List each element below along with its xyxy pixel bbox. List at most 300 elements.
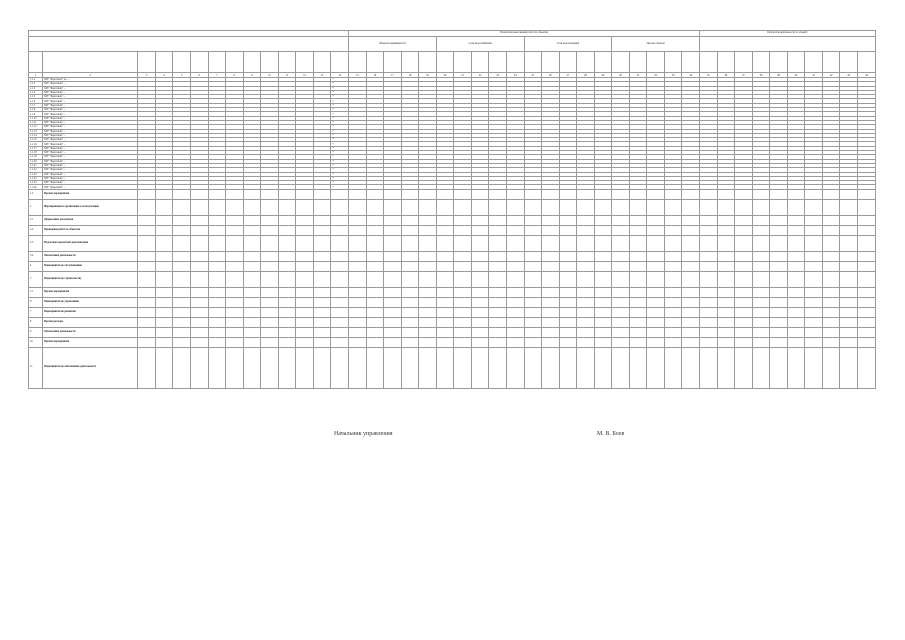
table-cell — [682, 337, 700, 347]
subheader-cell — [787, 52, 805, 73]
table-cell — [261, 271, 279, 287]
table-cell — [401, 199, 419, 215]
row-object-name: ЗОУ "Береговой" ... — [43, 133, 138, 137]
table-cell — [208, 287, 226, 297]
table-cell — [735, 271, 753, 287]
table-cell — [349, 347, 367, 388]
table-cell — [559, 271, 577, 287]
table-cell — [261, 225, 279, 235]
table-cell — [805, 337, 823, 347]
table-cell — [664, 189, 682, 199]
table-cell — [401, 251, 419, 261]
row-number: 1.1.6 — [29, 99, 43, 103]
table-cell — [243, 225, 261, 235]
table-cell — [805, 261, 823, 271]
table-cell — [138, 235, 156, 251]
table-cell — [208, 271, 226, 287]
table-cell: * — [331, 116, 349, 120]
table-cell — [384, 271, 402, 287]
table-cell — [857, 297, 875, 307]
table-cell — [822, 199, 840, 215]
table-cell — [471, 337, 489, 347]
table-cell — [647, 215, 665, 225]
table-cell — [261, 235, 279, 251]
table-cell — [401, 261, 419, 271]
table-cell — [436, 317, 454, 327]
table-cell — [173, 225, 191, 235]
subheader-cell — [717, 52, 735, 73]
row-number: 1.1.10 — [29, 116, 43, 120]
row-number: 1.1.12 — [29, 125, 43, 129]
row-object-name: ЗОУ "Береговой" ... — [43, 86, 138, 90]
table-cell — [331, 235, 349, 251]
row-object-name: ЗОУ "Береговой" ул. ... — [43, 78, 138, 82]
table-cell — [700, 327, 718, 337]
subheader-cell — [735, 52, 753, 73]
table-cell — [594, 297, 612, 307]
table-cell — [384, 317, 402, 327]
table-cell — [717, 189, 735, 199]
subheader-cell — [471, 52, 489, 73]
signature-block — [0, 431, 905, 441]
row-number: 1.1.23 — [29, 172, 43, 176]
subheader-cell — [384, 52, 402, 73]
task-row — [29, 271, 876, 287]
column-number: 33 — [664, 73, 682, 78]
table-cell — [822, 347, 840, 388]
table-cell — [629, 337, 647, 347]
subheader-cell — [226, 52, 244, 73]
table-cell — [243, 271, 261, 287]
table-cell — [770, 215, 788, 225]
table-cell — [559, 307, 577, 317]
table-cell — [857, 327, 875, 337]
table-cell — [471, 307, 489, 317]
row-number: 1.1.14 — [29, 133, 43, 137]
table-cell — [682, 225, 700, 235]
table-cell — [243, 327, 261, 337]
table-cell: * — [331, 185, 349, 189]
table-cell — [822, 327, 840, 337]
table-cell — [594, 225, 612, 235]
table-cell — [857, 225, 875, 235]
table-cell — [752, 347, 770, 388]
table-cell — [857, 261, 875, 271]
subheader-cell — [296, 52, 314, 73]
table-group-header-row — [29, 37, 876, 52]
row-number: 1.1.9 — [29, 112, 43, 116]
subheader-cell — [436, 52, 454, 73]
table-cell — [261, 307, 279, 317]
table-cell — [787, 297, 805, 307]
table-cell — [700, 307, 718, 317]
task-number: 10 — [29, 337, 43, 347]
table-cell — [752, 189, 770, 199]
task-name: Прочие мероприятия — [43, 337, 138, 347]
row-number: 1.1.7 — [29, 103, 43, 107]
table-cell — [278, 307, 296, 317]
subheader-cell — [805, 52, 823, 73]
table-cell — [296, 261, 314, 271]
table-cell — [559, 317, 577, 327]
row-object-name: ЗОУ "Береговой" ... — [43, 155, 138, 159]
table-cell — [629, 307, 647, 317]
table-cell — [155, 189, 173, 199]
table-cell — [278, 189, 296, 199]
table-cell — [735, 297, 753, 307]
table-cell — [717, 287, 735, 297]
table-cell — [542, 317, 560, 327]
table-cell — [647, 337, 665, 347]
table-cell — [822, 271, 840, 287]
table-cell — [770, 327, 788, 337]
task-row — [29, 215, 876, 225]
table-cell — [805, 251, 823, 261]
table-cell — [208, 235, 226, 251]
table-cell — [612, 235, 630, 251]
table-cell — [664, 215, 682, 225]
table-cell — [331, 215, 349, 225]
row-object-name: ЗОУ "Береговой" ... — [43, 125, 138, 129]
table-cell — [226, 307, 244, 317]
table-cell — [524, 317, 542, 327]
table-cell: * — [331, 163, 349, 167]
table-cell — [594, 261, 612, 271]
table-cell — [419, 271, 437, 287]
table-cell — [296, 297, 314, 307]
table-cell — [647, 199, 665, 215]
table-cell — [840, 337, 858, 347]
table-cell — [682, 199, 700, 215]
table-cell — [489, 261, 507, 271]
table-cell — [857, 287, 875, 297]
task-name: Обеспечение деятельности — [43, 327, 138, 337]
table-cell — [489, 307, 507, 317]
column-number: 12 — [296, 73, 314, 78]
table-cell — [243, 215, 261, 225]
table-cell — [190, 317, 208, 327]
table-cell — [489, 251, 507, 261]
task-name: Прочие мероприятия — [43, 189, 138, 199]
task-row — [29, 199, 876, 215]
table-cell — [559, 215, 577, 225]
table-cell — [735, 235, 753, 251]
subheader-cell — [173, 52, 191, 73]
table-cell — [559, 225, 577, 235]
table-cell — [436, 199, 454, 215]
table-cell — [577, 347, 595, 388]
table-cell — [226, 347, 244, 388]
table-cell — [401, 189, 419, 199]
table-cell — [822, 251, 840, 261]
table-cell — [822, 215, 840, 225]
table-cell — [419, 327, 437, 337]
table-cell — [664, 225, 682, 235]
table-cell — [770, 199, 788, 215]
task-name: Мероприятия по обеспечению деятельности — [43, 347, 138, 388]
table-cell — [682, 327, 700, 337]
table-cell — [629, 317, 647, 327]
table-cell — [682, 297, 700, 307]
table-cell — [296, 235, 314, 251]
row-number: 1.1.17 — [29, 146, 43, 150]
table-cell — [349, 287, 367, 297]
column-number: 27 — [559, 73, 577, 78]
table-cell — [190, 297, 208, 307]
column-number: 17 — [384, 73, 402, 78]
table-cell — [313, 225, 331, 235]
row-object-name: ЗОУ "Береговой" ... — [43, 138, 138, 142]
table-cell — [717, 251, 735, 261]
table-cell — [506, 347, 524, 388]
table-cell — [542, 199, 560, 215]
table-cell — [261, 199, 279, 215]
row-number: 1.1.13 — [29, 129, 43, 133]
signature-name: М. В. Боев — [597, 431, 625, 437]
table-cell — [752, 317, 770, 327]
table-cell: * — [331, 125, 349, 129]
table-cell: * — [331, 108, 349, 112]
top-header-right: Результаты деятельности по объекту — [700, 31, 876, 37]
table-cell — [138, 215, 156, 225]
table-cell — [559, 287, 577, 297]
table-cell — [542, 287, 560, 297]
table-cell — [787, 317, 805, 327]
table-cell — [524, 337, 542, 347]
table-cell — [226, 337, 244, 347]
group-header-1: Объекты недвижимости — [349, 37, 437, 52]
column-number: 42 — [822, 73, 840, 78]
table-cell: * — [331, 120, 349, 124]
table-cell — [805, 271, 823, 287]
table-cell: * — [331, 181, 349, 185]
table-cell — [805, 235, 823, 251]
table-cell — [542, 215, 560, 225]
table-cell — [717, 261, 735, 271]
column-number: 40 — [787, 73, 805, 78]
table-cell — [366, 337, 384, 347]
table-cell — [366, 287, 384, 297]
task-row — [29, 251, 876, 261]
table-cell — [296, 337, 314, 347]
task-number: 3.4 — [29, 251, 43, 261]
table-cell — [787, 337, 805, 347]
table-cell — [664, 347, 682, 388]
subheader-cell — [138, 52, 156, 73]
table-cell — [506, 251, 524, 261]
table-cell — [594, 307, 612, 317]
task-row — [29, 297, 876, 307]
table-cell — [735, 199, 753, 215]
table-cell — [349, 297, 367, 307]
table-cell — [629, 225, 647, 235]
table-cell: * — [331, 112, 349, 116]
table-cell — [805, 225, 823, 235]
table-cell — [155, 251, 173, 261]
table-cell — [770, 271, 788, 287]
table-cell — [208, 307, 226, 317]
row-object-name: ЗОУ "Береговой" ... — [43, 142, 138, 146]
table-cell — [700, 235, 718, 251]
row-number: 1.1.5 — [29, 95, 43, 99]
table-cell — [524, 307, 542, 317]
table-cell — [190, 347, 208, 388]
subheader-cell — [43, 52, 138, 73]
table-cell — [138, 337, 156, 347]
table-cell — [857, 317, 875, 327]
table-cell — [208, 251, 226, 261]
table-cell — [471, 327, 489, 337]
table-cell — [840, 287, 858, 297]
table-cell — [770, 337, 788, 347]
subheader-cell — [366, 52, 384, 73]
table-cell — [278, 215, 296, 225]
table-cell — [787, 225, 805, 235]
table-cell — [313, 327, 331, 337]
task-number: 2.1 — [29, 215, 43, 225]
row-number: 1.1.19 — [29, 155, 43, 159]
row-object-name: ЗОУ "Береговой" ... — [43, 120, 138, 124]
table-cell — [261, 337, 279, 347]
column-number: 1 — [29, 73, 43, 78]
table-cell — [577, 297, 595, 307]
table-cell — [629, 199, 647, 215]
table-cell — [384, 235, 402, 251]
table-cell — [629, 189, 647, 199]
column-number: 38 — [752, 73, 770, 78]
row-number: 1.1.22 — [29, 168, 43, 172]
table-cell — [840, 251, 858, 261]
table-cell — [173, 271, 191, 287]
table-cell — [190, 287, 208, 297]
table-cell — [822, 317, 840, 327]
table-cell — [331, 189, 349, 199]
table-cell: * — [331, 103, 349, 107]
table-cell — [419, 199, 437, 215]
table-cell — [401, 327, 419, 337]
table-cell — [454, 189, 472, 199]
table-cell — [612, 297, 630, 307]
table-cell — [401, 271, 419, 287]
table-cell — [454, 347, 472, 388]
table-cell — [664, 287, 682, 297]
task-number: 2 — [29, 199, 43, 215]
table-cell — [208, 261, 226, 271]
table-cell — [700, 225, 718, 235]
column-number: 11 — [278, 73, 296, 78]
table-cell: * — [331, 155, 349, 159]
column-number: 44 — [857, 73, 875, 78]
column-number: 2 — [43, 73, 138, 78]
table-cell — [226, 189, 244, 199]
table-cell — [419, 235, 437, 251]
table-cell — [419, 261, 437, 271]
table-cell — [770, 297, 788, 307]
table-cell — [471, 287, 489, 297]
table-cell — [436, 271, 454, 287]
table-cell — [155, 327, 173, 337]
table-cell — [822, 235, 840, 251]
table-cell — [419, 189, 437, 199]
table-cell — [296, 347, 314, 388]
table-cell — [331, 287, 349, 297]
table-cell — [155, 235, 173, 251]
subheader-cell — [752, 52, 770, 73]
table-cell — [577, 189, 595, 199]
table-cell — [647, 189, 665, 199]
table-cell: * — [331, 95, 349, 99]
table-cell — [647, 317, 665, 327]
table-cell — [313, 337, 331, 347]
table-cell — [471, 347, 489, 388]
table-cell — [805, 189, 823, 199]
table-cell — [173, 215, 191, 225]
table-cell — [366, 327, 384, 337]
column-number: 13 — [313, 73, 331, 78]
table-cell — [787, 235, 805, 251]
row-object-name: ЗОУ "Береговой" ... — [43, 129, 138, 133]
table-cell — [173, 327, 191, 337]
table-cell — [471, 251, 489, 261]
table-cell — [313, 189, 331, 199]
top-header: Показатели выполнения работ по объектам — [349, 31, 700, 37]
task-number: 2.3 — [29, 235, 43, 251]
table-cell — [559, 235, 577, 251]
column-number: 29 — [594, 73, 612, 78]
table-cell — [770, 287, 788, 297]
table-cell — [735, 317, 753, 327]
table-cell — [278, 225, 296, 235]
table-cell — [717, 235, 735, 251]
table-cell — [436, 297, 454, 307]
table-cell — [489, 189, 507, 199]
table-cell — [857, 215, 875, 225]
table-subheader-row — [29, 52, 876, 73]
table-cell — [384, 261, 402, 271]
table-cell — [243, 287, 261, 297]
table-cell — [331, 225, 349, 235]
task-row — [29, 347, 876, 388]
task-name: Прочие мероприятия — [43, 287, 138, 297]
table-cell — [717, 225, 735, 235]
subheader-cell — [29, 52, 43, 73]
table-cell — [542, 235, 560, 251]
row-object-name: ЗОУ "Береговой" ... — [43, 116, 138, 120]
table-cell — [857, 307, 875, 317]
table-cell — [190, 199, 208, 215]
table-cell — [419, 251, 437, 261]
table-cell — [612, 225, 630, 235]
column-number: 15 — [349, 73, 367, 78]
table-cell — [471, 235, 489, 251]
table-cell — [366, 271, 384, 287]
table-cell — [436, 189, 454, 199]
table-cell — [190, 337, 208, 347]
table-cell — [208, 225, 226, 235]
table-cell — [577, 215, 595, 225]
table-cell — [629, 327, 647, 337]
table-cell — [384, 251, 402, 261]
table-cell — [296, 215, 314, 225]
table-cell — [349, 199, 367, 215]
row-number: 1.1.18 — [29, 151, 43, 155]
table-cell — [190, 235, 208, 251]
table-cell — [155, 225, 173, 235]
table-cell — [313, 287, 331, 297]
table-cell — [682, 261, 700, 271]
table-cell — [313, 261, 331, 271]
table-cell — [349, 317, 367, 327]
